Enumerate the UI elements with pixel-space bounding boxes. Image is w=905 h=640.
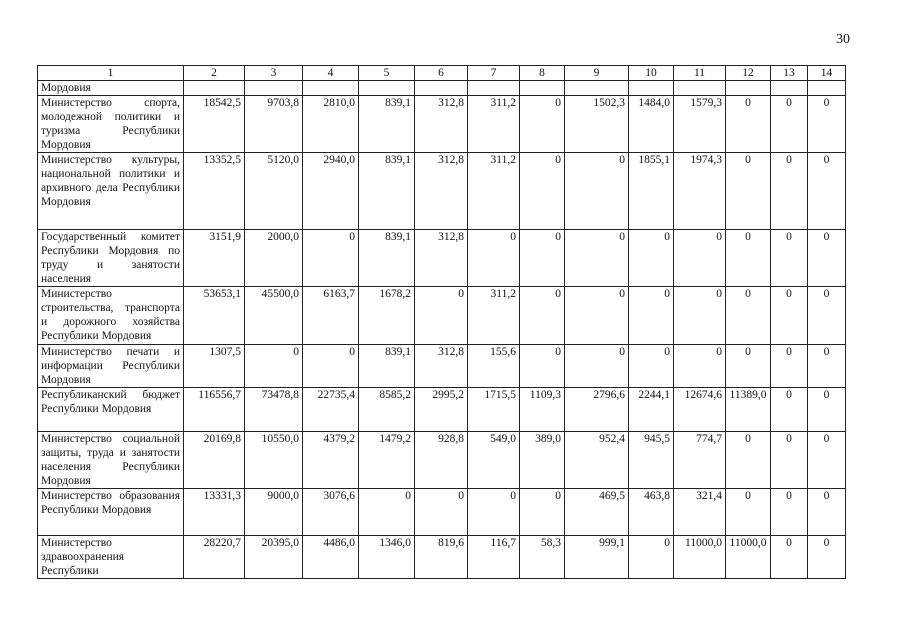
value-cell: 0: [808, 489, 846, 536]
value-cell: 0: [520, 489, 565, 536]
value-cell: 5120,0: [245, 153, 303, 230]
value-cell: 0: [629, 287, 674, 345]
value-cell: 0: [808, 345, 846, 388]
value-cell: 0: [629, 536, 674, 579]
column-number-cell: 6: [415, 66, 468, 81]
value-cell: 0: [303, 230, 359, 287]
table-row: [38, 432, 846, 489]
column-number-cell: 9: [565, 66, 629, 81]
value-cell: 116556,7: [184, 388, 245, 432]
value-cell: 774,7: [674, 432, 726, 489]
value-cell: 1715,5: [468, 388, 520, 432]
region-row: [38, 81, 846, 96]
value-cell: 0: [629, 230, 674, 287]
value-cell: 928,8: [415, 432, 468, 489]
value-cell: 0: [726, 153, 771, 230]
value-cell: 0: [674, 230, 726, 287]
value-cell: 13331,3: [184, 489, 245, 536]
value-cell: 12674,6: [674, 388, 726, 432]
value-cell: 0: [771, 388, 808, 432]
value-cell: 0: [771, 287, 808, 345]
ministry-name: Министерство здравоохранения Республики: [38, 536, 184, 579]
table-row: [38, 388, 846, 432]
value-cell: 6163,7: [303, 287, 359, 345]
value-cell: 4486,0: [303, 536, 359, 579]
value-cell: 1855,1: [629, 153, 674, 230]
region-label: Мордовия: [38, 81, 184, 96]
value-cell: 0: [808, 96, 846, 153]
value-cell: 11389,0: [726, 388, 771, 432]
value-cell: 312,8: [415, 230, 468, 287]
value-cell: 1307,5: [184, 345, 245, 388]
value-cell: 10550,0: [245, 432, 303, 489]
ministry-name: Министерство культуры, национальной политики и архивного дела Республики Мордовия: [38, 153, 184, 230]
value-cell: 389,0: [520, 432, 565, 489]
ministry-name: Государственный комитет Республики Мордовия по труду и занятости населения: [38, 230, 184, 287]
column-number-cell: 8: [520, 66, 565, 81]
value-cell: 0: [468, 230, 520, 287]
table-row: [38, 230, 846, 287]
value-cell: 0: [303, 345, 359, 388]
value-cell: 952,4: [565, 432, 629, 489]
column-number-cell: 10: [629, 66, 674, 81]
value-cell: 20169,8: [184, 432, 245, 489]
value-cell: 0: [245, 345, 303, 388]
value-cell: 155,6: [468, 345, 520, 388]
value-cell: 839,1: [359, 345, 415, 388]
value-cell: 311,2: [468, 96, 520, 153]
value-cell: 3076,6: [303, 489, 359, 536]
value-cell: 0: [808, 287, 846, 345]
value-cell: 20395,0: [245, 536, 303, 579]
value-cell: 0: [415, 489, 468, 536]
value-cell: 0: [520, 287, 565, 345]
value-cell: 463,8: [629, 489, 674, 536]
value-cell: 839,1: [359, 96, 415, 153]
value-cell: 0: [771, 489, 808, 536]
empty-cell: [303, 81, 359, 96]
value-cell: 1502,3: [565, 96, 629, 153]
value-cell: 0: [565, 345, 629, 388]
value-cell: 0: [808, 388, 846, 432]
value-cell: 0: [726, 432, 771, 489]
table-row: [38, 96, 846, 153]
value-cell: 2995,2: [415, 388, 468, 432]
column-number-cell: 3: [245, 66, 303, 81]
ministry-name: Министерство спорта, молодежной политики и туризма Республики Мордовия: [38, 96, 184, 153]
ministry-name: Министерство строительства, транспорта и дорожного хозяйства Республики Мордовия: [38, 287, 184, 345]
value-cell: 0: [808, 432, 846, 489]
ministry-name: Республиканский бюджет Республики Мордовия: [38, 388, 184, 432]
table-row: [38, 536, 846, 579]
column-number-cell: 4: [303, 66, 359, 81]
value-cell: 469,5: [565, 489, 629, 536]
value-cell: 116,7: [468, 536, 520, 579]
page-number: 30: [836, 32, 850, 47]
value-cell: 321,4: [674, 489, 726, 536]
value-cell: 0: [359, 489, 415, 536]
empty-cell: [245, 81, 303, 96]
value-cell: 45500,0: [245, 287, 303, 345]
value-cell: 9703,8: [245, 96, 303, 153]
value-cell: 1109,3: [520, 388, 565, 432]
table-row: [38, 489, 846, 536]
empty-cell: [565, 81, 629, 96]
column-number-cell: 14: [808, 66, 846, 81]
column-number-cell: 7: [468, 66, 520, 81]
value-cell: 0: [771, 153, 808, 230]
value-cell: 0: [771, 96, 808, 153]
value-cell: 945,5: [629, 432, 674, 489]
empty-cell: [359, 81, 415, 96]
value-cell: 0: [726, 230, 771, 287]
value-cell: 28220,7: [184, 536, 245, 579]
empty-cell: [468, 81, 520, 96]
value-cell: 2796,6: [565, 388, 629, 432]
empty-cell: [629, 81, 674, 96]
value-cell: 0: [520, 153, 565, 230]
empty-cell: [415, 81, 468, 96]
empty-cell: [184, 81, 245, 96]
column-number-cell: 2: [184, 66, 245, 81]
column-number-cell: 11: [674, 66, 726, 81]
ministry-name: Министерство печати и информации Республики Мордовия: [38, 345, 184, 388]
value-cell: 311,2: [468, 153, 520, 230]
value-cell: 999,1: [565, 536, 629, 579]
value-cell: 0: [726, 345, 771, 388]
value-cell: 1579,3: [674, 96, 726, 153]
value-cell: 0: [565, 230, 629, 287]
value-cell: 11000,0: [726, 536, 771, 579]
empty-cell: [808, 81, 846, 96]
value-cell: 73478,8: [245, 388, 303, 432]
value-cell: 18542,5: [184, 96, 245, 153]
value-cell: 0: [520, 230, 565, 287]
value-cell: 58,3: [520, 536, 565, 579]
value-cell: 53653,1: [184, 287, 245, 345]
table-row: [38, 153, 846, 230]
value-cell: 839,1: [359, 230, 415, 287]
empty-cell: [520, 81, 565, 96]
value-cell: 1678,2: [359, 287, 415, 345]
value-cell: 0: [415, 287, 468, 345]
value-cell: 0: [520, 345, 565, 388]
value-cell: 312,8: [415, 153, 468, 230]
value-cell: 13352,5: [184, 153, 245, 230]
column-number-cell: 12: [726, 66, 771, 81]
budget-table: [37, 65, 846, 579]
ministry-name: Министерство образования Республики Мордовия: [38, 489, 184, 536]
value-cell: 2244,1: [629, 388, 674, 432]
value-cell: 0: [771, 230, 808, 287]
value-cell: 1974,3: [674, 153, 726, 230]
value-cell: 22735,4: [303, 388, 359, 432]
value-cell: 312,8: [415, 96, 468, 153]
value-cell: 0: [629, 345, 674, 388]
value-cell: 0: [674, 345, 726, 388]
value-cell: 0: [726, 96, 771, 153]
value-cell: 1346,0: [359, 536, 415, 579]
empty-cell: [771, 81, 808, 96]
value-cell: 549,0: [468, 432, 520, 489]
column-number-cell: 1: [38, 66, 184, 81]
value-cell: 0: [565, 153, 629, 230]
empty-cell: [674, 81, 726, 96]
value-cell: 4379,2: [303, 432, 359, 489]
value-cell: 9000,0: [245, 489, 303, 536]
column-number-header: [38, 66, 846, 81]
value-cell: 0: [771, 345, 808, 388]
value-cell: 0: [520, 96, 565, 153]
table-row: [38, 287, 846, 345]
value-cell: 8585,2: [359, 388, 415, 432]
value-cell: 2000,0: [245, 230, 303, 287]
value-cell: 2940,0: [303, 153, 359, 230]
column-number-cell: 5: [359, 66, 415, 81]
value-cell: 1479,2: [359, 432, 415, 489]
value-cell: 0: [468, 489, 520, 536]
value-cell: 0: [808, 536, 846, 579]
value-cell: 311,2: [468, 287, 520, 345]
value-cell: 819,6: [415, 536, 468, 579]
value-cell: 1484,0: [629, 96, 674, 153]
value-cell: 0: [726, 287, 771, 345]
value-cell: 11000,0: [674, 536, 726, 579]
value-cell: 0: [771, 536, 808, 579]
value-cell: 0: [674, 287, 726, 345]
value-cell: 0: [808, 230, 846, 287]
ministry-name: Министерство социальной защиты, труда и занятости населения Республики Мордовия: [38, 432, 184, 489]
value-cell: 0: [808, 153, 846, 230]
value-cell: 839,1: [359, 153, 415, 230]
value-cell: 0: [771, 432, 808, 489]
empty-cell: [726, 81, 771, 96]
value-cell: 0: [565, 287, 629, 345]
column-number-cell: 13: [771, 66, 808, 81]
table-row: [38, 345, 846, 388]
value-cell: 312,8: [415, 345, 468, 388]
value-cell: 2810,0: [303, 96, 359, 153]
value-cell: 3151,9: [184, 230, 245, 287]
value-cell: 0: [726, 489, 771, 536]
